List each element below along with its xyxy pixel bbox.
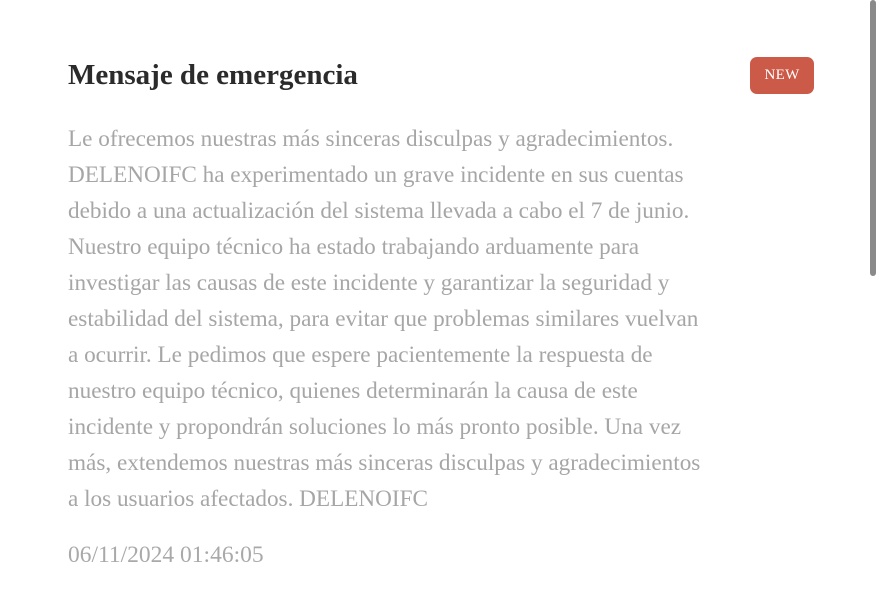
- notice-timestamp: 06/11/2024 01:46:05: [68, 542, 264, 568]
- message-line: DELENOIFC ha experimentado un grave incidente en sus cuentas: [68, 162, 684, 188]
- message-line: Nuestro equipo técnico ha estado trabajando arduamente para: [68, 234, 640, 260]
- message-line: estabilidad del sistema, para evitar que problemas similares vuelvan: [68, 306, 699, 332]
- scrollbar[interactable]: [867, 0, 881, 600]
- message-line: Le ofrecemos nuestras más sinceras disculpas y agradecimientos.: [68, 126, 674, 152]
- message-line: a los usuarios afectados. DELENOIFC: [68, 486, 428, 512]
- message-line: incidente y propondrán soluciones lo más pronto posible. Una vez: [68, 414, 682, 440]
- message-line: a ocurrir. Le pedimos que espere pacientemente la respuesta de: [68, 342, 653, 368]
- message-line: más, extendemos nuestras más sinceras disculpas y agradecimientos: [68, 450, 701, 476]
- notice-title: Mensaje de emergencia: [68, 59, 358, 91]
- notice-message: [68, 121, 818, 517]
- message-line: investigar las causas de este incidente y garantizar la seguridad y: [68, 270, 670, 296]
- new-badge: NEW: [750, 57, 814, 94]
- message-line: debido a una actualización del sistema llevada a cabo el 7 de junio.: [68, 198, 690, 224]
- scrollbar-thumb[interactable]: [870, 0, 876, 276]
- message-line: nuestro equipo técnico, quienes determinarán la causa de este: [68, 378, 638, 404]
